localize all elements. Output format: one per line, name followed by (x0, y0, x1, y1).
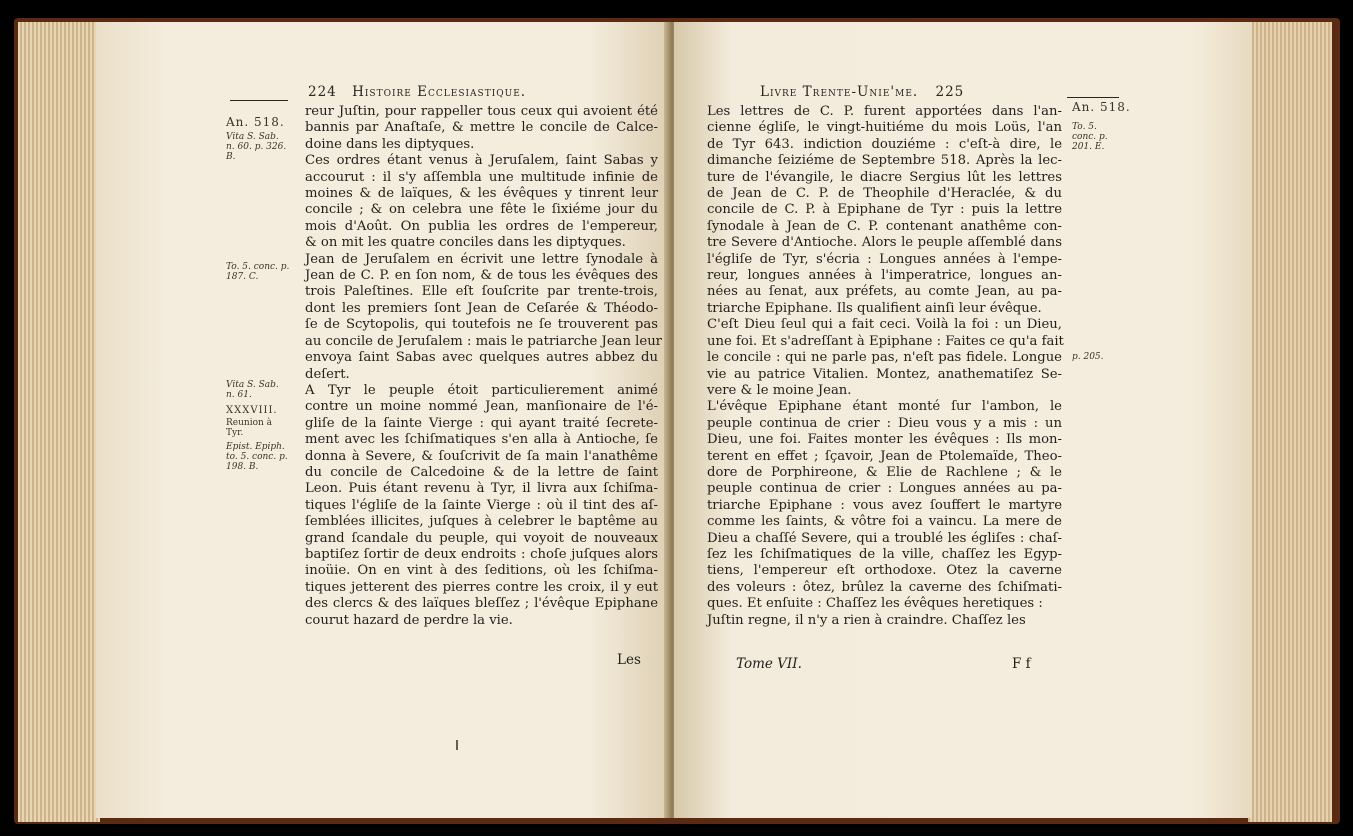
text-line: bannis par Anaſtaſe, & mettre le concile de Calce- (305, 120, 658, 136)
left-page-edges (18, 22, 100, 822)
text-line: inoüie. On en vint à des ſeditions, où les ſchiſma- (305, 563, 658, 579)
text-line: & on mit les quatre conciles dans les diptyques. (305, 235, 626, 251)
text-line: Ces ordres étant venus à Jeruſalem, ſaint Sabas y (305, 153, 658, 169)
margin-rule (230, 100, 288, 101)
text-line: des voleurs : ôtez, brûlez la caverne des ſchiſmati- (707, 579, 1062, 595)
text-line: Juſtin regne, il n'y a rien à craindre. Chaſſez les (707, 612, 1026, 628)
right-signature-line (736, 656, 802, 672)
text-line: tiques l'égliſe de la ſainte Vierge : où il tint des aſ- (305, 497, 658, 513)
right-page-number: 225 (935, 84, 965, 100)
left-margin-note-4: Epist. Epiph. to. 5. conc. p. 198. B. (226, 442, 288, 472)
text-line: au concile de Jeruſalem : mais le patriarche Jean leur (305, 333, 662, 349)
text-line: accourut : il s'y aſſembla une multitude infinie de (305, 169, 658, 185)
text-line: le concile : qui ne parle pas, n'eſt pas fidele. Longue (707, 350, 1062, 366)
text-line: trois Paleſtines. Elle eſt ſouſcrite par trente-trois, (305, 284, 658, 300)
text-line: courut hazard de perdre la vie. (305, 612, 513, 628)
text-line: ſemblées illicites, juſques à celebrer le baptême au (305, 514, 658, 530)
text-line: de Jean de C. P. de Theophile d'Heraclée, & du (707, 186, 1062, 202)
text-line: Jean de Jeruſalem en écrivit une lettre ſynodale à (305, 251, 658, 267)
text-line: deſert. (305, 366, 350, 382)
text-line: gliſe de la ſainte Vierge : qui ayant traité ſecrete- (305, 415, 658, 431)
left-margin-year: An. 518. (226, 115, 285, 129)
text-line: reur Juſtin, pour rappeller tous ceux qui avoient été (305, 104, 658, 119)
text-line: ture de l'évangile, le diacre Sergius lût les lettres (707, 169, 1062, 185)
text-line: dimanche ſeiziéme de Septembre 518. Après la lec- (707, 153, 1062, 169)
text-line: comme les ſaints, & vôtre foi a vaincu. La mere de (707, 514, 1062, 530)
text-line: de Tyr 643. indiction douziéme : c'eſt-à dire, le (707, 136, 1062, 152)
text-line: contre un moine nommé Jean, manſionaire de l'é- (305, 399, 658, 415)
left-margin-section-number: XXXVIII. (226, 405, 278, 416)
text-line: tiques jetterent des pierres contre les croix, il y eut (305, 579, 658, 595)
left-margin-note-1: Vita S. Sab. n. 60. p. 326. B. (226, 132, 287, 162)
left-catchword: Les (617, 652, 641, 668)
text-line: ques. Et enſuite : Chaſſez les évêques heretiques : (707, 596, 1043, 612)
text-line: tre Severe d'Antioche. Alors le peuple aſſemblé dans (707, 235, 1062, 251)
right-margin-rule (1067, 97, 1119, 98)
text-line: Dieu a chaſſé Severe, qui a troublé les égliſes : chaſ- (707, 530, 1062, 546)
text-line: dore de Porphireone, & Elie de Rachlene ; & le (707, 464, 1062, 480)
text-line: grand ſcandale du peuple, qui voyoit de nouveaux (305, 530, 658, 546)
right-body-text (707, 104, 1062, 629)
right-page-edges (1248, 22, 1332, 822)
text-line: cienne égliſe, le vingt-huitiéme du mois Loüs, l'an (707, 120, 1062, 136)
text-line: tiens, l'empereur eſt orthodoxe. Otez la caverne (707, 563, 1062, 579)
text-line: l'égliſe de Tyr, s'écria : Longues années à l'empe- (707, 251, 1062, 267)
text-line: mois d'Août. On publia les ordres de l'empereur, (305, 218, 658, 234)
signature-mark: F f (1012, 656, 1031, 672)
left-running-head (308, 84, 526, 100)
text-line: moines & de laïques, & les évêques y tinrent leur (305, 186, 658, 202)
text-line: vere & le moine Jean. (707, 382, 852, 398)
text-line: ſez les ſchiſmatiques de la ville, chaſſez les Egyp- (707, 546, 1062, 562)
text-line: A Tyr le peuple étoit particulierement animé (305, 382, 658, 398)
text-line: dont les premiers ſont Jean de Ceſarée & Théodo- (305, 300, 658, 316)
text-line: ſynodale à Jean de C. P. contenant anathême con- (707, 218, 1062, 234)
right-margin-note-2: p. 205. (1072, 352, 1104, 362)
text-line: envoya ſaint Sabas avec quelques autres abbez du (305, 350, 658, 366)
text-line: vie au patrice Vitalien. Montez, anathematiſez Se- (707, 366, 1062, 382)
text-line: C'eſt Dieu ſeul qui a fait ceci. Voilà la foi : un Dieu, (707, 317, 1062, 333)
left-margin-section-title: Reunion à Tyr. (226, 418, 273, 438)
right-running-head (760, 84, 964, 100)
text-line: nées au ſenat, aux préfets, au comte Jean, au pa- (707, 284, 1062, 300)
right-margin-year: An. 518. (1072, 100, 1131, 114)
text-line: Dieu, une foi. Faites monter les évêques : Ils mon- (707, 432, 1062, 448)
text-line: Les lettres de C. P. furent apportées dans l'an- (707, 104, 1062, 119)
text-line: peuple continua de crier : Longues années au pa- (707, 481, 1062, 497)
tome-label: Tome VII. (736, 656, 802, 672)
left-page-number: 224 (308, 84, 337, 100)
text-line: doine dans les diptyques. (305, 136, 475, 152)
text-line: Leon. Puis étant revenu à Tyr, il livra aux ſchiſma- (305, 481, 658, 497)
text-line: ſe de Scytopolis, qui toutefois ne ſe trouverent pas (305, 317, 658, 333)
text-line: peuple continua de crier : Dieu vous y a mis : un (707, 415, 1062, 431)
text-line: concile de C. P. à Epiphane de Tyr : puis la lettre (707, 202, 1062, 218)
text-line: reur, longues années à l'imperatrice, longues an- (707, 268, 1062, 284)
text-line: triarche Epiphane : vous avez ſouffert le martyre (707, 497, 1062, 513)
right-margin-note-1: To. 5. conc. p. 201. E. (1072, 122, 1108, 152)
text-line: baptiſez ſortir de deux endroits : choſe juſques alors (305, 546, 658, 562)
text-line: L'évêque Epiphane étant monté ſur l'ambon, le (707, 399, 1062, 415)
text-line: une foi. Et s'adreſſant à Epiphane : Faites ce qu'a fait (707, 333, 1064, 349)
left-body-text (305, 104, 662, 629)
left-margin-note-3: Vita S. Sab. n. 61. (226, 380, 279, 400)
left-running-title: Histoire Ecclesiastique. (352, 84, 527, 100)
text-line: ment avec les ſchiſmatiques s'en alla à Antioche, ſe (305, 432, 658, 448)
text-line: concile ; & on celebra une fête le ſixiéme jour du (305, 202, 658, 218)
text-line: donna à Severe, & ſouſcrivit de ſa main l'anathême (305, 448, 658, 464)
text-line: des clercs & des laïques bleſſez ; l'évêque Epiphane (305, 596, 658, 612)
right-running-title: Livre Trente-Unie'me. (760, 84, 919, 100)
left-margin-note-2: To. 5. conc. p. 187. C. (226, 262, 290, 282)
text-line: du concile de Calcedoine & de la lettre de ſaint (305, 464, 658, 480)
text-line: Jean de C. P. en ſon nom, & de tous les évêques des (305, 268, 658, 284)
text-line: terent en effet ; ſçavoir, Jean de Ptolemaïde, Theo- (707, 448, 1062, 464)
text-line: triarche Epiphane. Ils qualifient ainſi leur évêque. (707, 300, 1042, 316)
page-blemish (456, 740, 458, 750)
